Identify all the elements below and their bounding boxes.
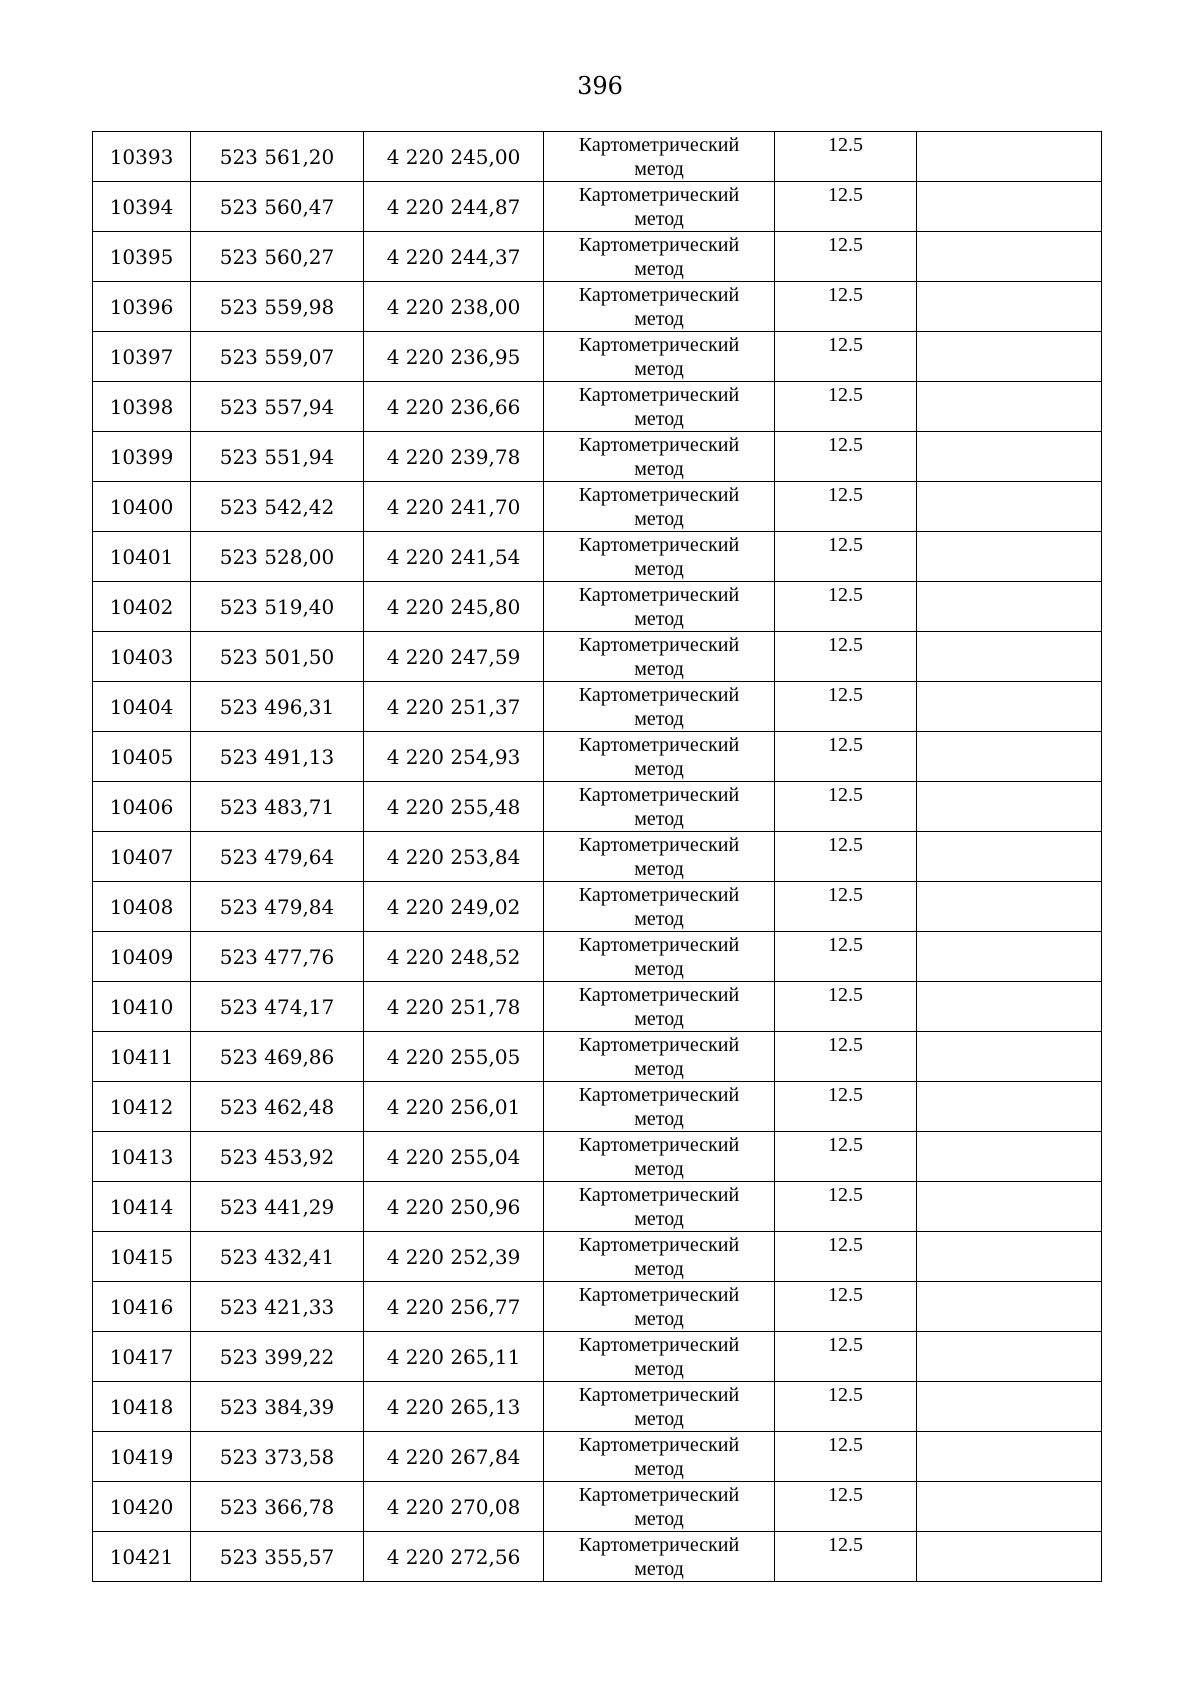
x-coordinate-cell: 523 519,40 [191, 582, 364, 632]
method-label-line1: Картометрический [578, 1283, 740, 1306]
point-number-cell: 10403 [93, 632, 191, 682]
method-cell [544, 682, 775, 732]
notes-cell [917, 1032, 1102, 1082]
accuracy-cell: 12.5 [775, 1082, 917, 1132]
x-coordinate-cell: 523 491,13 [191, 732, 364, 782]
accuracy-cell: 12.5 [775, 1382, 917, 1432]
notes-cell [917, 882, 1102, 932]
method-cell [544, 1132, 775, 1182]
y-coordinate-cell: 4 220 241,54 [364, 532, 544, 582]
table-row [93, 332, 1102, 382]
method-label-line2: метод [634, 407, 684, 430]
y-coordinate-cell: 4 220 255,05 [364, 1032, 544, 1082]
notes-cell [917, 132, 1102, 182]
method-label-line1: Картометрический [578, 583, 740, 606]
point-number-cell: 10420 [93, 1482, 191, 1532]
x-coordinate-cell: 523 551,94 [191, 432, 364, 482]
method-label-line2: метод [634, 707, 684, 730]
table-row [93, 1232, 1102, 1282]
method-label-line1: Картометрический [578, 1183, 740, 1206]
table-row [93, 632, 1102, 682]
notes-cell [917, 732, 1102, 782]
method-label-line1: Картометрический [578, 883, 740, 906]
x-coordinate-cell: 523 559,98 [191, 282, 364, 332]
method-cell [544, 1432, 775, 1482]
point-number-cell: 10397 [93, 332, 191, 382]
method-label-line2: метод [634, 1407, 684, 1430]
point-number-cell: 10417 [93, 1332, 191, 1382]
method-label-line2: метод [634, 1157, 684, 1180]
point-number-cell: 10418 [93, 1382, 191, 1432]
method-cell [544, 432, 775, 482]
point-number-cell: 10408 [93, 882, 191, 932]
table-row [93, 1182, 1102, 1232]
method-label-line1: Картометрический [578, 683, 740, 706]
y-coordinate-cell: 4 220 265,11 [364, 1332, 544, 1382]
method-label-line2: метод [634, 207, 684, 230]
method-label-line1: Картометрический [578, 333, 740, 356]
method-cell [544, 782, 775, 832]
accuracy-cell: 12.5 [775, 882, 917, 932]
method-label-line1: Картометрический [578, 533, 740, 556]
method-cell [544, 832, 775, 882]
y-coordinate-cell: 4 220 241,70 [364, 482, 544, 532]
method-label-line2: метод [634, 607, 684, 630]
method-label-line1: Картометрический [578, 133, 740, 156]
method-label-line1: Картометрический [578, 733, 740, 756]
method-cell [544, 632, 775, 682]
method-label-line1: Картометрический [578, 933, 740, 956]
point-number-cell: 10406 [93, 782, 191, 832]
method-cell [544, 1382, 775, 1432]
x-coordinate-cell: 523 496,31 [191, 682, 364, 732]
accuracy-cell: 12.5 [775, 1232, 917, 1282]
x-coordinate-cell: 523 421,33 [191, 1282, 364, 1332]
table-row [93, 482, 1102, 532]
x-coordinate-cell: 523 462,48 [191, 1082, 364, 1132]
x-coordinate-cell: 523 560,27 [191, 232, 364, 282]
method-cell [544, 1182, 775, 1232]
table-row [93, 582, 1102, 632]
accuracy-cell: 12.5 [775, 1332, 917, 1382]
notes-cell [917, 1332, 1102, 1382]
notes-cell [917, 1282, 1102, 1332]
y-coordinate-cell: 4 220 251,37 [364, 682, 544, 732]
method-cell [544, 1082, 775, 1132]
accuracy-cell: 12.5 [775, 982, 917, 1032]
x-coordinate-cell: 523 483,71 [191, 782, 364, 832]
x-coordinate-cell: 523 557,94 [191, 382, 364, 432]
notes-cell [917, 182, 1102, 232]
point-number-cell: 10416 [93, 1282, 191, 1332]
y-coordinate-cell: 4 220 248,52 [364, 932, 544, 982]
notes-cell [917, 632, 1102, 682]
point-number-cell: 10407 [93, 832, 191, 882]
point-number-cell: 10395 [93, 232, 191, 282]
x-coordinate-cell: 523 399,22 [191, 1332, 364, 1382]
y-coordinate-cell: 4 220 245,80 [364, 582, 544, 632]
notes-cell [917, 332, 1102, 382]
accuracy-cell: 12.5 [775, 732, 917, 782]
y-coordinate-cell: 4 220 236,95 [364, 332, 544, 382]
notes-cell [917, 932, 1102, 982]
y-coordinate-cell: 4 220 244,37 [364, 232, 544, 282]
method-label-line2: метод [634, 157, 684, 180]
y-coordinate-cell: 4 220 249,02 [364, 882, 544, 932]
x-coordinate-cell: 523 561,20 [191, 132, 364, 182]
method-cell [544, 382, 775, 432]
accuracy-cell: 12.5 [775, 1432, 917, 1482]
method-cell [544, 132, 775, 182]
point-number-cell: 10399 [93, 432, 191, 482]
y-coordinate-cell: 4 220 247,59 [364, 632, 544, 682]
point-number-cell: 10412 [93, 1082, 191, 1132]
method-label-line2: метод [634, 1007, 684, 1030]
accuracy-cell: 12.5 [775, 782, 917, 832]
point-number-cell: 10411 [93, 1032, 191, 1082]
table-row [93, 1282, 1102, 1332]
notes-cell [917, 532, 1102, 582]
method-label-line2: метод [634, 1357, 684, 1380]
y-coordinate-cell: 4 220 250,96 [364, 1182, 544, 1232]
y-coordinate-cell: 4 220 267,84 [364, 1432, 544, 1482]
notes-cell [917, 782, 1102, 832]
x-coordinate-cell: 523 477,76 [191, 932, 364, 982]
accuracy-cell: 12.5 [775, 232, 917, 282]
point-number-cell: 10421 [93, 1532, 191, 1582]
method-label-line2: метод [634, 757, 684, 780]
table-row [93, 232, 1102, 282]
table-row [93, 382, 1102, 432]
point-number-cell: 10405 [93, 732, 191, 782]
method-label-line1: Картометрический [578, 783, 740, 806]
point-number-cell: 10413 [93, 1132, 191, 1182]
method-label-line2: метод [634, 1457, 684, 1480]
point-number-cell: 10402 [93, 582, 191, 632]
x-coordinate-cell: 523 441,29 [191, 1182, 364, 1232]
method-label-line1: Картометрический [578, 833, 740, 856]
notes-cell [917, 1182, 1102, 1232]
method-cell [544, 882, 775, 932]
x-coordinate-cell: 523 469,86 [191, 1032, 364, 1082]
y-coordinate-cell: 4 220 245,00 [364, 132, 544, 182]
accuracy-cell: 12.5 [775, 182, 917, 232]
notes-cell [917, 382, 1102, 432]
table-row [93, 982, 1102, 1032]
method-label-line1: Картометрический [578, 1133, 740, 1156]
method-label-line1: Картометрический [578, 1333, 740, 1356]
table-row [93, 832, 1102, 882]
notes-cell [917, 1532, 1102, 1582]
method-label-line2: метод [634, 1107, 684, 1130]
method-cell [544, 582, 775, 632]
x-coordinate-cell: 523 542,42 [191, 482, 364, 532]
method-label-line1: Картометрический [578, 633, 740, 656]
method-cell [544, 932, 775, 982]
method-cell [544, 1232, 775, 1282]
table-row [93, 782, 1102, 832]
method-cell [544, 1532, 775, 1582]
y-coordinate-cell: 4 220 244,87 [364, 182, 544, 232]
method-cell [544, 332, 775, 382]
accuracy-cell: 12.5 [775, 932, 917, 982]
x-coordinate-cell: 523 355,57 [191, 1532, 364, 1582]
table-row [93, 1482, 1102, 1532]
method-label-line1: Картометрический [578, 433, 740, 456]
accuracy-cell: 12.5 [775, 1482, 917, 1532]
page-number: 396 [577, 72, 623, 100]
method-label-line1: Картометрический [578, 483, 740, 506]
y-coordinate-cell: 4 220 236,66 [364, 382, 544, 432]
table-row [93, 1032, 1102, 1082]
method-cell [544, 1282, 775, 1332]
notes-cell [917, 432, 1102, 482]
method-label-line1: Картометрический [578, 383, 740, 406]
method-label-line1: Картометрический [578, 1483, 740, 1506]
x-coordinate-cell: 523 373,58 [191, 1432, 364, 1482]
notes-cell [917, 1132, 1102, 1182]
accuracy-cell: 12.5 [775, 682, 917, 732]
table-row [93, 932, 1102, 982]
table-row [93, 532, 1102, 582]
point-number-cell: 10414 [93, 1182, 191, 1232]
accuracy-cell: 12.5 [775, 432, 917, 482]
y-coordinate-cell: 4 220 256,01 [364, 1082, 544, 1132]
method-label-line2: метод [634, 857, 684, 880]
x-coordinate-cell: 523 479,84 [191, 882, 364, 932]
method-label-line1: Картометрический [578, 983, 740, 1006]
method-label-line2: метод [634, 1307, 684, 1330]
method-label-line2: метод [634, 1557, 684, 1580]
accuracy-cell: 12.5 [775, 832, 917, 882]
y-coordinate-cell: 4 220 256,77 [364, 1282, 544, 1332]
y-coordinate-cell: 4 220 239,78 [364, 432, 544, 482]
method-label-line2: метод [634, 807, 684, 830]
accuracy-cell: 12.5 [775, 1282, 917, 1332]
table-row [93, 1432, 1102, 1482]
x-coordinate-cell: 523 453,92 [191, 1132, 364, 1182]
accuracy-cell: 12.5 [775, 482, 917, 532]
y-coordinate-cell: 4 220 253,84 [364, 832, 544, 882]
y-coordinate-cell: 4 220 270,08 [364, 1482, 544, 1532]
method-label-line1: Картометрический [578, 1533, 740, 1556]
notes-cell [917, 982, 1102, 1032]
coordinates-table-body [93, 132, 1102, 1582]
method-label-line1: Картометрический [578, 1383, 740, 1406]
table-row [93, 1382, 1102, 1432]
accuracy-cell: 12.5 [775, 1532, 917, 1582]
notes-cell [917, 282, 1102, 332]
table-row [93, 282, 1102, 332]
table-row [93, 1082, 1102, 1132]
method-cell [544, 732, 775, 782]
method-label-line2: метод [634, 957, 684, 980]
method-cell [544, 482, 775, 532]
point-number-cell: 10398 [93, 382, 191, 432]
method-label-line1: Картометрический [578, 1433, 740, 1456]
x-coordinate-cell: 523 560,47 [191, 182, 364, 232]
table-row [93, 682, 1102, 732]
method-cell [544, 532, 775, 582]
point-number-cell: 10394 [93, 182, 191, 232]
accuracy-cell: 12.5 [775, 532, 917, 582]
method-label-line2: метод [634, 507, 684, 530]
method-cell [544, 1032, 775, 1082]
x-coordinate-cell: 523 366,78 [191, 1482, 364, 1532]
table-row [93, 1532, 1102, 1582]
point-number-cell: 10393 [93, 132, 191, 182]
point-number-cell: 10404 [93, 682, 191, 732]
accuracy-cell: 12.5 [775, 632, 917, 682]
x-coordinate-cell: 523 479,64 [191, 832, 364, 882]
notes-cell [917, 1382, 1102, 1432]
y-coordinate-cell: 4 220 255,48 [364, 782, 544, 832]
table-row [93, 182, 1102, 232]
point-number-cell: 10409 [93, 932, 191, 982]
method-label-line1: Картометрический [578, 283, 740, 306]
method-label-line2: метод [634, 1057, 684, 1080]
y-coordinate-cell: 4 220 251,78 [364, 982, 544, 1032]
table-row [93, 432, 1102, 482]
notes-cell [917, 1482, 1102, 1532]
method-cell [544, 282, 775, 332]
method-label-line2: метод [634, 257, 684, 280]
method-cell [544, 182, 775, 232]
method-label-line2: метод [634, 1257, 684, 1280]
method-label-line1: Картометрический [578, 1233, 740, 1256]
coordinates-table [92, 131, 1102, 1582]
method-label-line2: метод [634, 1207, 684, 1230]
method-label-line2: метод [634, 457, 684, 480]
point-number-cell: 10410 [93, 982, 191, 1032]
accuracy-cell: 12.5 [775, 132, 917, 182]
notes-cell [917, 232, 1102, 282]
notes-cell [917, 682, 1102, 732]
x-coordinate-cell: 523 528,00 [191, 532, 364, 582]
y-coordinate-cell: 4 220 265,13 [364, 1382, 544, 1432]
x-coordinate-cell: 523 559,07 [191, 332, 364, 382]
notes-cell [917, 1232, 1102, 1282]
accuracy-cell: 12.5 [775, 1132, 917, 1182]
accuracy-cell: 12.5 [775, 582, 917, 632]
notes-cell [917, 1082, 1102, 1132]
table-row [93, 1132, 1102, 1182]
point-number-cell: 10396 [93, 282, 191, 332]
method-label-line1: Картометрический [578, 233, 740, 256]
x-coordinate-cell: 523 474,17 [191, 982, 364, 1032]
method-cell [544, 232, 775, 282]
table-row [93, 882, 1102, 932]
notes-cell [917, 1432, 1102, 1482]
method-label-line2: метод [634, 907, 684, 930]
x-coordinate-cell: 523 384,39 [191, 1382, 364, 1432]
table-row [93, 1332, 1102, 1382]
method-label-line2: метод [634, 1507, 684, 1530]
notes-cell [917, 582, 1102, 632]
table-row [93, 132, 1102, 182]
method-label-line1: Картометрический [578, 1033, 740, 1056]
accuracy-cell: 12.5 [775, 1182, 917, 1232]
y-coordinate-cell: 4 220 255,04 [364, 1132, 544, 1182]
notes-cell [917, 482, 1102, 532]
method-label-line2: метод [634, 657, 684, 680]
y-coordinate-cell: 4 220 272,56 [364, 1532, 544, 1582]
method-cell [544, 1332, 775, 1382]
accuracy-cell: 12.5 [775, 332, 917, 382]
method-label-line2: метод [634, 307, 684, 330]
method-label-line2: метод [634, 357, 684, 380]
x-coordinate-cell: 523 501,50 [191, 632, 364, 682]
accuracy-cell: 12.5 [775, 282, 917, 332]
y-coordinate-cell: 4 220 238,00 [364, 282, 544, 332]
notes-cell [917, 832, 1102, 882]
point-number-cell: 10400 [93, 482, 191, 532]
accuracy-cell: 12.5 [775, 1032, 917, 1082]
y-coordinate-cell: 4 220 254,93 [364, 732, 544, 782]
table-row [93, 732, 1102, 782]
method-label-line2: метод [634, 557, 684, 580]
x-coordinate-cell: 523 432,41 [191, 1232, 364, 1282]
method-cell [544, 1482, 775, 1532]
method-label-line1: Картометрический [578, 1083, 740, 1106]
accuracy-cell: 12.5 [775, 382, 917, 432]
point-number-cell: 10419 [93, 1432, 191, 1482]
point-number-cell: 10401 [93, 532, 191, 582]
point-number-cell: 10415 [93, 1232, 191, 1282]
y-coordinate-cell: 4 220 252,39 [364, 1232, 544, 1282]
method-cell [544, 982, 775, 1032]
method-label-line1: Картометрический [578, 183, 740, 206]
